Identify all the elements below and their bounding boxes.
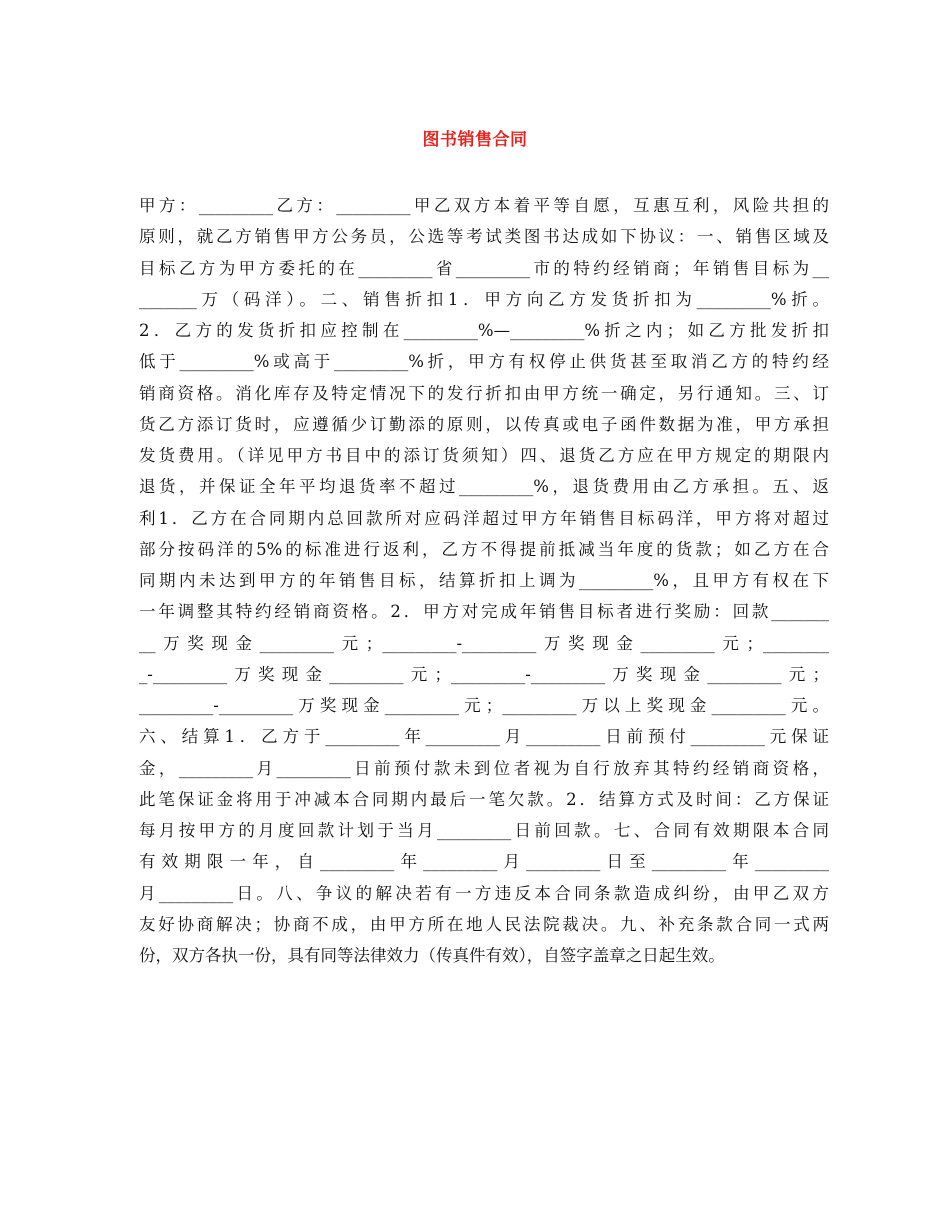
body-line: 退货，并保证全年平均退货率不超过_________%，退货费用由乙方承担。五、返 (139, 477, 829, 497)
document-title: 图书销售合同 (422, 130, 528, 150)
body-line: 一年调整其特约经销商资格。2．甲方对完成年销售目标者进行奖励：回款_______ (139, 602, 829, 622)
body-line: 同期内未达到甲方的年销售目标，结算折扣上调为_________%，且甲方有权在下 (139, 571, 829, 590)
body-line: 甲方：_________乙方：_________甲乙双方本着平等自愿，互惠互利，风险共担的 (139, 196, 829, 215)
body-line: _-_________万奖现金_________元；_________-_________万奖现金_________元； (139, 664, 829, 684)
body-line: 销商资格。消化库存及特定情况下的发行折扣由甲方统一确定，另行通知。三、订 (139, 383, 829, 403)
body-line: 金，_________月_________日前预付款未到位者视为自行放弃其特约经销商资格， (139, 758, 829, 778)
body-line: 低于_________%或高于_________%折，甲方有权停止供货甚至取消乙方的特约经 (139, 352, 829, 372)
contract-body (139, 190, 829, 971)
body-line: _______万（码洋）。二、销售折扣1．甲方向乙方发货折扣为_________%折。 (139, 289, 829, 309)
body-line: __万奖现金_________元；_________-_________万奖现金_________元；________ (139, 633, 829, 653)
body-line: _________-_________万奖现金_________元；_________万以上奖现金_________元。 (139, 696, 829, 715)
body-line: 每月按甲方的月度回款计划于当月_________日前回款。七、合同有效期限本合同 (139, 821, 829, 840)
body-line: 友好协商解决；协商不成，由甲方所在地人民法院裁决。九、补充条款合同一式两 (139, 914, 829, 934)
body-line: 利1．乙方在合同期内总回款所对应码洋超过甲方年销售目标码洋，甲方将对超过 (139, 508, 829, 528)
body-line: 原则，就乙方销售甲方公务员，公选等考试类图书达成如下协议：一、销售区域及 (139, 227, 829, 247)
body-line: 2．乙方的发货折扣应控制在_________%—_________%折之内；如乙方批发折扣 (139, 321, 829, 340)
body-line: 月_________日。八、争议的解决若有一方违反本合同条款造成纠纷，由甲乙双方 (139, 883, 829, 903)
body-line: 货乙方添订货时，应遵循少订勤添的原则，以传真或电子函件数据为准，甲方承担 (139, 414, 829, 434)
body-line: 此笔保证金将用于冲减本合同期内最后一笔欠款。2．结算方式及时间：乙方保证 (139, 789, 829, 809)
body-line: 份，双方各执一份，具有同等法律效力（传真件有效），自签字盖章之日起生效。 (139, 946, 725, 965)
body-line: 目标乙方为甲方委托的在_________省_________市的特约经销商；年销售目标为__ (139, 258, 829, 278)
body-line: 部分按码洋的5%的标准进行返利，乙方不得提前抵减当年度的货款；如乙方在合 (139, 539, 829, 559)
body-line: 发货费用。（详见甲方书目中的添订货须知）四、退货乙方应在甲方规定的期限内 (139, 446, 829, 465)
body-line: 有效期限一年，自_________年_________月_________日至_________年_________ (139, 852, 829, 872)
body-line: 六、结算1．乙方于_________年_________月_________日前预付_________元保证 (139, 727, 829, 747)
